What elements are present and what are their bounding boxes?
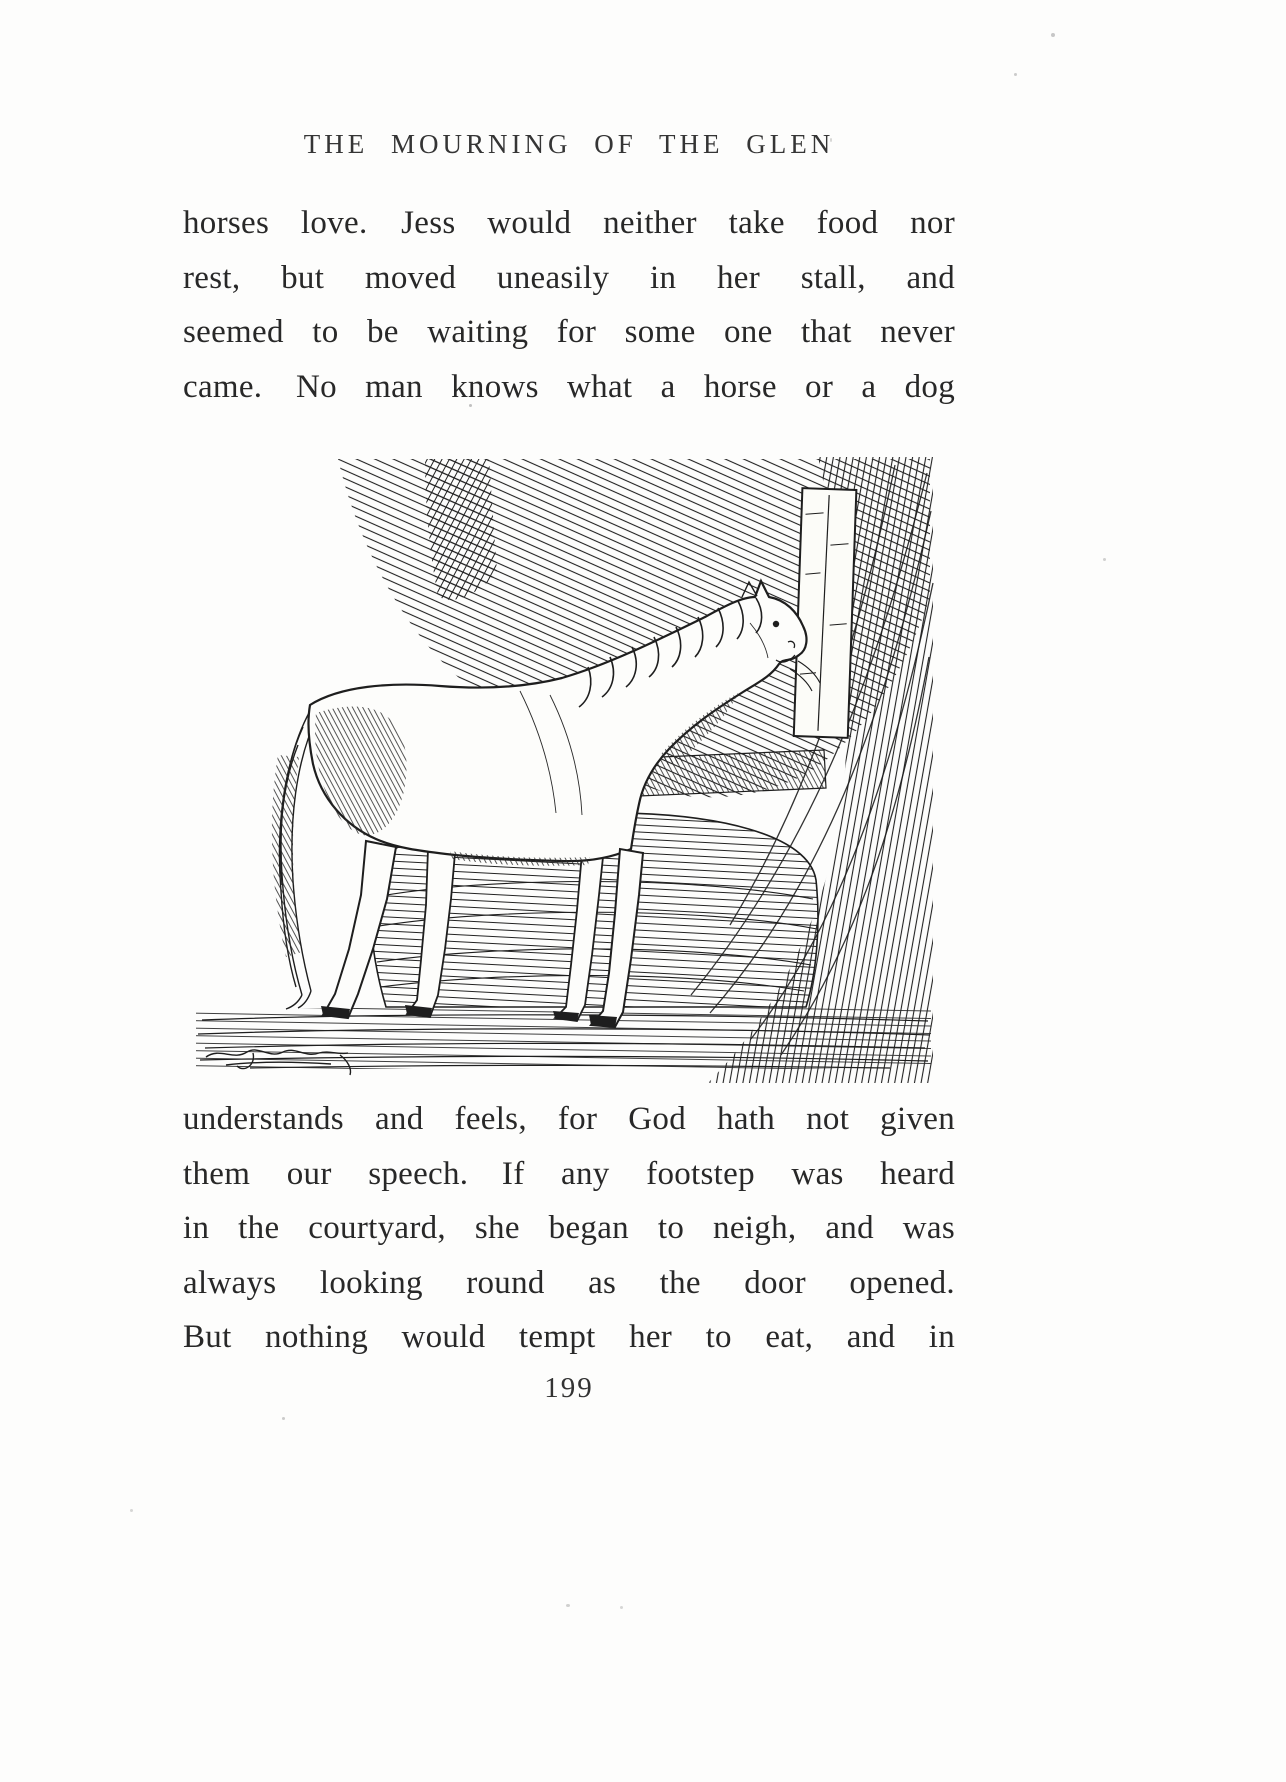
paper-speck xyxy=(620,1606,623,1609)
paragraph-top xyxy=(183,196,955,414)
paper-speck xyxy=(1051,33,1055,37)
text-line: always looking round as the door opened. xyxy=(183,1264,955,1301)
paragraph-bottom xyxy=(183,1092,955,1365)
text-line: rest, but moved uneasily in her stall, and xyxy=(183,259,955,296)
paper-speck xyxy=(282,1417,285,1420)
page-number: 199 xyxy=(544,1372,594,1404)
running-header: THE MOURNING OF THE GLEN xyxy=(303,129,835,159)
paper-speck xyxy=(1014,73,1017,76)
paper-speck xyxy=(469,404,472,407)
paper-speck xyxy=(566,1604,570,1607)
horse-illustration xyxy=(190,455,935,1085)
text-line: them our speech. If any footstep was heard xyxy=(183,1155,955,1192)
text-line: understands and feels, for God hath not given xyxy=(183,1101,955,1137)
stall-board xyxy=(794,488,857,738)
text-line: in the courtyard, she began to neigh, and was xyxy=(183,1210,955,1246)
text-line: came. No man knows what a horse or a dog xyxy=(183,368,955,405)
text-line: But nothing would tempt her to eat, and in xyxy=(183,1319,955,1355)
text-line: horses love. Jess would neither take food nor xyxy=(183,205,955,241)
paper-speck xyxy=(830,138,832,142)
paper-speck xyxy=(130,1509,133,1512)
paper-speck xyxy=(1103,558,1106,561)
text-line: seemed to be waiting for some one that never xyxy=(183,314,955,350)
horse-illustration-svg xyxy=(190,455,935,1085)
